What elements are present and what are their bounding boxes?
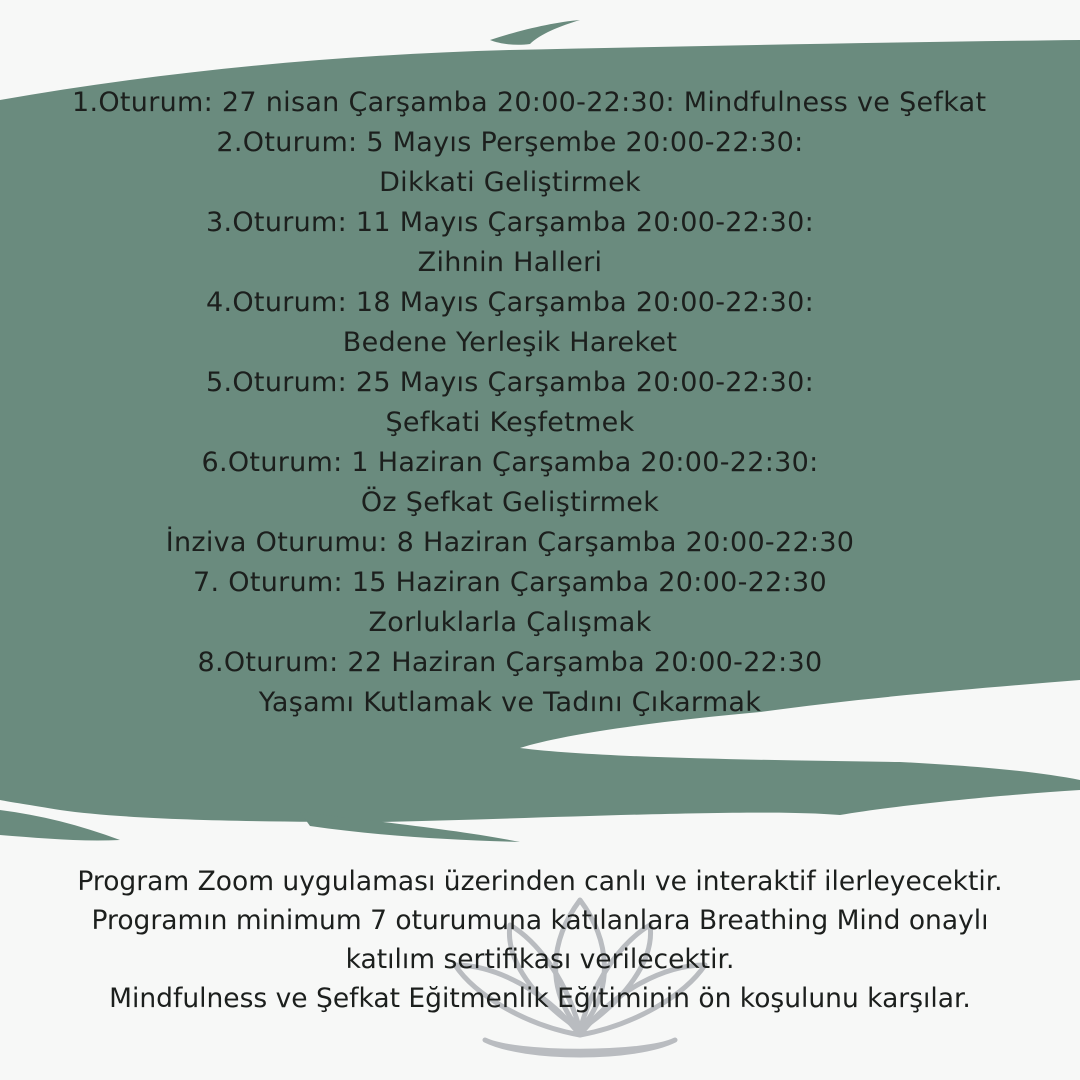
schedule-line: 3.Oturum: 11 Mayıs Çarşamba 20:00-22:30:: [206, 207, 814, 238]
schedule-line: 8.Oturum: 22 Haziran Çarşamba 20:00-22:30: [197, 647, 823, 678]
schedule-line: Dikkati Geliştirmek: [379, 167, 641, 198]
info-line: Program Zoom uygulaması üzerinden canlı ve interaktif ilerleyecektir.: [77, 866, 1003, 897]
schedule-line: 7. Oturum: 15 Haziran Çarşamba 20:00-22:30: [193, 567, 827, 598]
brush-stroke-highlight: [660, 725, 990, 748]
info-line: Programın minimum 7 oturumuna katılanlara Breathing Mind onaylı: [91, 905, 989, 936]
schedule-line: 6.Oturum: 1 Haziran Çarşamba 20:00-22:30:: [201, 447, 819, 478]
schedule-line: 4.Oturum: 18 Mayıs Çarşamba 20:00-22:30:: [206, 287, 814, 318]
schedule-line: Bedene Yerleşik Hareket: [342, 327, 678, 358]
schedule-line: Yaşamı Kutlamak ve Tadını Çıkarmak: [258, 687, 762, 718]
brush-stroke-wisp-top: [490, 20, 580, 45]
schedule-line: Zorluklarla Çalışmak: [368, 607, 652, 638]
info-line: katılım sertifikası verilecektir.: [345, 944, 735, 975]
schedule-line: Öz Şefkat Geliştirmek: [360, 487, 660, 518]
schedule-line: 5.Oturum: 25 Mayıs Çarşamba 20:00-22:30:: [206, 367, 814, 398]
schedule-line: Zihnin Halleri: [417, 247, 603, 278]
schedule-line: 2.Oturum: 5 Mayıs Perşembe 20:00-22:30:: [216, 127, 804, 158]
program-info: [0, 862, 1080, 1018]
schedule-line: İnziva Oturumu: 8 Haziran Çarşamba 20:00-22:30: [165, 527, 855, 558]
schedule-line: Şefkati Keşfetmek: [385, 407, 635, 438]
session-schedule: [40, 83, 1080, 723]
info-line: Mindfulness ve Şefkat Eğitmenlik Eğitiminin ön koşulunu karşılar.: [109, 983, 971, 1014]
schedule-line: 1.Oturum: 27 nisan Çarşamba 20:00-22:30: Mindfulness ve Şefkat: [72, 87, 987, 118]
